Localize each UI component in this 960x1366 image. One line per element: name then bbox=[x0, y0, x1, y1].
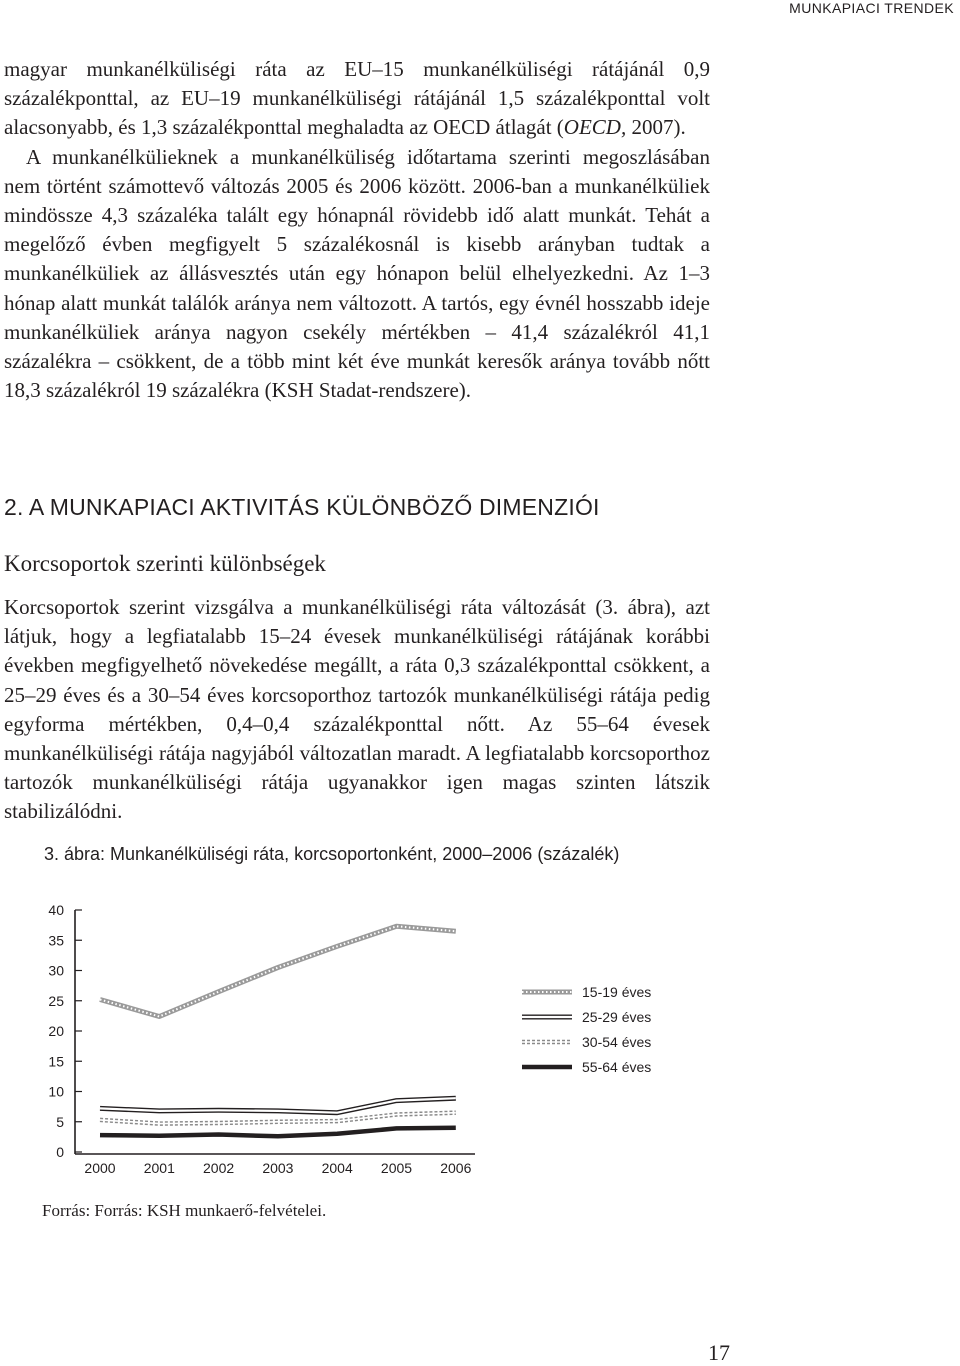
x-tick-label: 2005 bbox=[380, 1160, 413, 1176]
x-tick-label: 2003 bbox=[262, 1160, 294, 1176]
legend-label: 30-54 éves bbox=[582, 1034, 652, 1050]
subsection-heading: Korcsoportok szerinti különbségek bbox=[4, 551, 326, 576]
x-tick-label: 2006 bbox=[440, 1160, 472, 1176]
y-tick-label: 15 bbox=[48, 1053, 64, 1070]
y-tick-label: 5 bbox=[56, 1113, 64, 1130]
citation-oecd: OECD, bbox=[563, 115, 627, 140]
x-tick-label: 2004 bbox=[321, 1160, 353, 1176]
intro-paragraph-1: magyar munkanélküliségi ráta az EU–15 munkanélküliségi rátájánál 0,9 százalékponttal, az EU–19 munkanélküliségi rátájánál 1,5 százalékponttal volt alacsonyabb, és 1,3 százalékponttal meghaladta az OECD átlagát (OECD, 2007). bbox=[4, 57, 710, 140]
legend-label: 15-19 éves bbox=[582, 984, 652, 1000]
y-tick-label: 40 bbox=[48, 902, 64, 918]
series-line-1 bbox=[100, 926, 456, 1016]
series-line-3 bbox=[100, 1113, 456, 1124]
unemployment-line-chart bbox=[0, 880, 720, 1195]
legend-label: 55-64 éves bbox=[582, 1059, 652, 1075]
x-tick-label: 2002 bbox=[203, 1160, 235, 1176]
intro-text bbox=[4, 55, 710, 405]
intro-paragraph-2: A munkanélkülieknek a munkanélküliség időtartama szerinti megoszlásában nem történt számottevő változás 2005 és 2006 között. 2006-ban a munkanélküliek mindössze 4,3 százaléka talált egy hónapnál rövidebb idő alatt munkát. Tehát a megelőző évben megfigyelt 5 százalékosnál is kisebb arányban tudtak a munkanélküliek az állásvesztés után egy hónapon belül elhelyezkedni. Az 1–3 hónap alatt munkát találók aránya nem változott. A tartós, egy évnél hosszabb ideje munkanélküliek aránya nagyon csekély mértékben – 41,4 százalékról 41,1 százalékra – csökkent, de a több mint két éve munkát keresők aránya tovább nőtt 18,3 százalékról 19 százalékra (KSH Stadat-rendszere). bbox=[4, 144, 710, 403]
x-tick-label: 2001 bbox=[143, 1160, 175, 1176]
y-tick-label: 25 bbox=[48, 992, 64, 1009]
figure-source: Forrás: Forrás: KSH munkaerő-felvételei. bbox=[42, 1201, 327, 1220]
chart-series bbox=[100, 926, 456, 1136]
y-tick-label: 0 bbox=[56, 1144, 64, 1160]
legend-label: 25-29 éves bbox=[582, 1009, 652, 1025]
x-tick-label: 2000 bbox=[84, 1160, 116, 1176]
legend-item bbox=[522, 984, 651, 1000]
y-tick-label: 10 bbox=[48, 1083, 64, 1100]
legend-item bbox=[522, 1059, 651, 1075]
section-heading: 2. A MUNKAPIACI AKTIVITÁS KÜLÖNBÖZŐ DIMENZIÓI bbox=[4, 494, 600, 520]
y-tick-label: 35 bbox=[48, 932, 64, 949]
y-tick-label: 30 bbox=[48, 962, 64, 979]
figure-caption: 3. ábra: Munkanélküliségi ráta, korcsoportonként, 2000–2006 (százalék) bbox=[44, 844, 620, 864]
running-header: MUNKAPIACI TRENDEK bbox=[789, 0, 954, 16]
y-tick-label: 20 bbox=[48, 1023, 64, 1039]
legend-item bbox=[522, 1034, 651, 1050]
page-number: 17 bbox=[708, 1340, 730, 1365]
chart-legend bbox=[522, 984, 651, 1075]
legend-item bbox=[522, 1009, 651, 1025]
series-line-4 bbox=[100, 1128, 456, 1137]
section-text bbox=[4, 593, 710, 827]
series-line-2 bbox=[100, 1098, 456, 1113]
section-paragraph: Korcsoportok szerint vizsgálva a munkanélküliségi ráta változását (3. ábra), azt látjuk, hogy a legfiatalabb 15–24 évesek munkanélküliségi rátájának korábbi években megfigyelhető növekedése megállt, a ráta 0,3 százalékponttal csökkent, a 25–29 éves és a 30–54 éves korcsoporthoz tartozók munkanélküliségi rátája pedig egyforma mértékben, 0,4–0,4 százalékponttal nőtt. Az 55–64 évesek munkanélküliségi rátája nagyjából változatlan maradt. A legfiatalabb korcsoporthoz tartozók munkanélküliségi rátája ugyanakkor igen magas szinten látszik stabilizálódni. bbox=[4, 595, 710, 824]
